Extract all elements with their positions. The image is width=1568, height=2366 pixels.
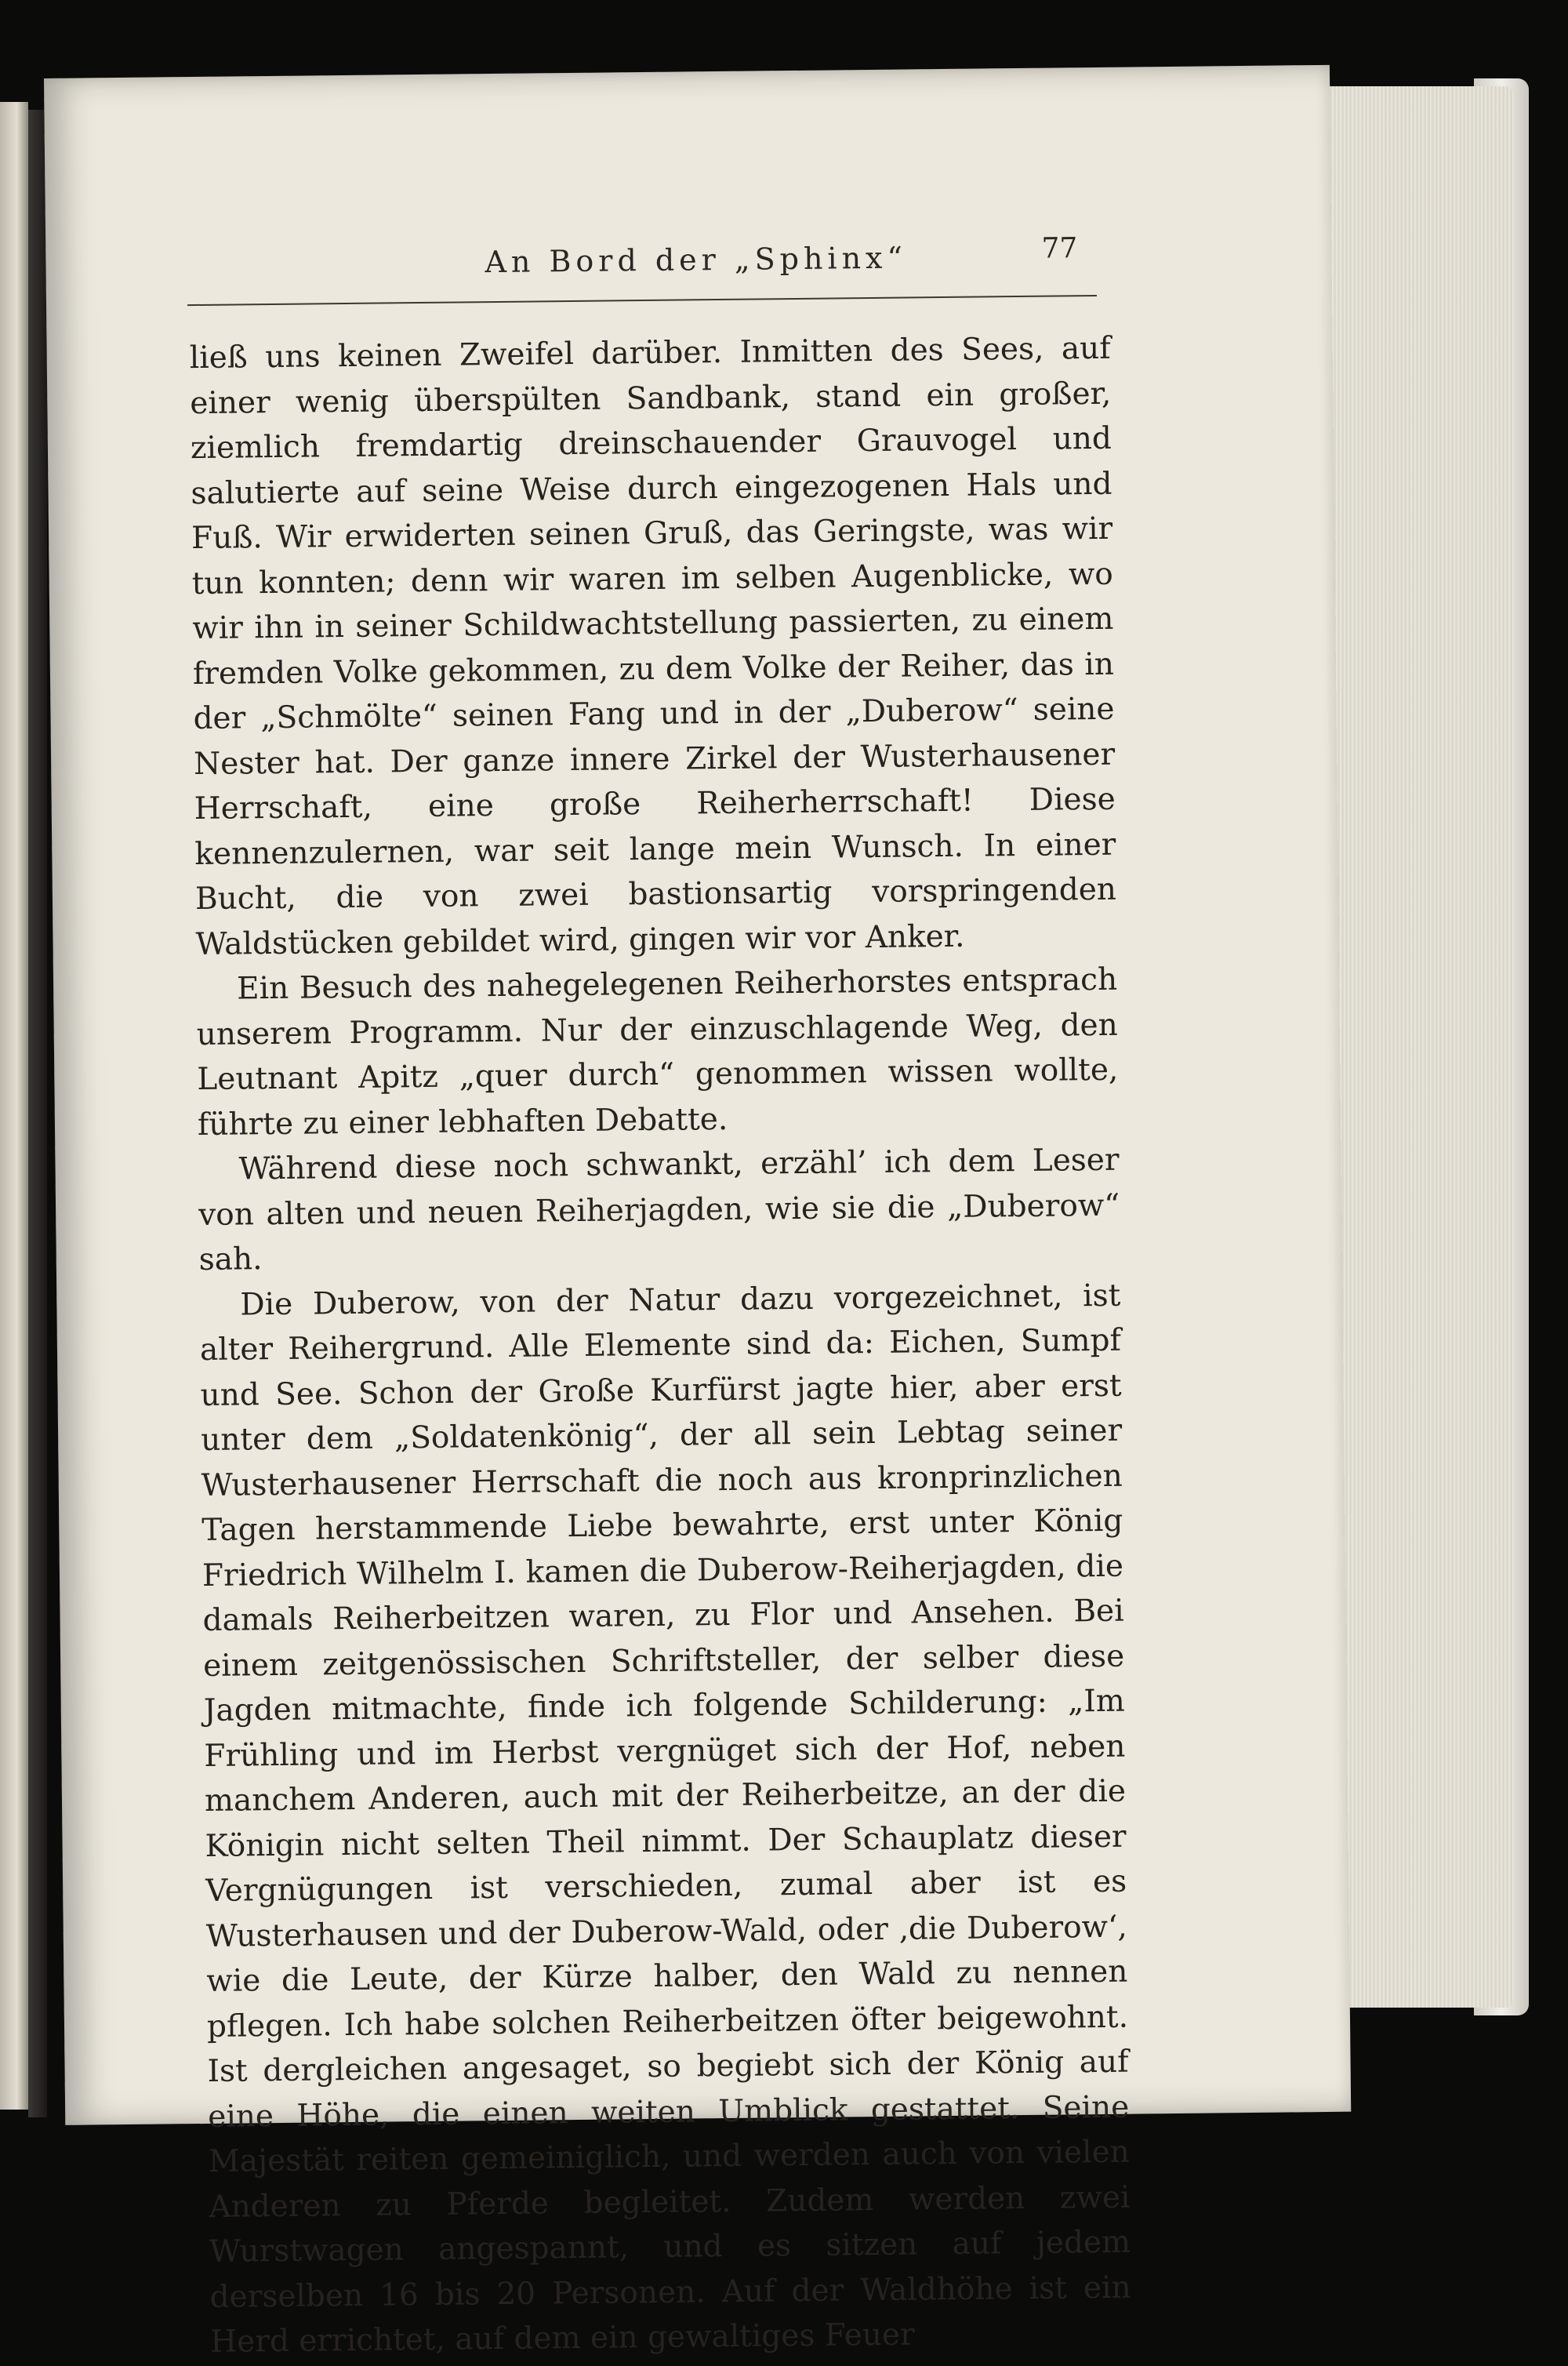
book-page xyxy=(44,65,1351,2360)
paragraph: Während diese noch schwankt, erzähl’ ich dem Leser von alten und neuen Reiherjagden, wie sie die „Duberow“ sah. xyxy=(198,1142,1120,1278)
page-header xyxy=(187,232,1097,296)
running-title: An Bord der „Sphinx“ xyxy=(485,240,908,280)
book-gutter xyxy=(28,110,47,2117)
page-number: 77 xyxy=(1041,232,1078,265)
body-text xyxy=(189,326,1131,2360)
paragraph: ließ uns keinen Zweifel darüber. Inmitten des Sees, auf einer wenig überspülten Sandbank, stand ein großer, ziemlich fremdartig dreinschauender Grauvogel und salutierte auf seine Weise durch eingezogenen Hals und Fuß. Wir erwiderten seinen Gruß, das Geringste, was wir tun konnten; denn wir waren im selben Augenblicke, wo wir ihn in seiner Schildwachtstellung passierten, zu einem fremden Volke gekommen, zu dem Volke der Reiher, das in der „Schmölte“ seinen Fang und in der „Duberow“ seine Nester hat. Der ganze innere Zirkel der Wusterhausener Herrschaft, eine große Reiherherrschaft! Diese kennenzulernen, war seit lange mein Wunsch. In einer Bucht, die von zwei bastionsartig vorspringenden Waldstücken gebildet wird, gingen wir vor Anker. xyxy=(189,330,1117,962)
header-rule xyxy=(187,295,1097,306)
paragraph: Die Duberow, von der Natur dazu vorgezeichnet, ist alter Reihergrund. Alle Elemente sind da: Eichen, Sumpf und See. Schon der Große Kurfürst jagte hier, aber erst unter dem „Soldatenkönig“, der all sein Lebtag seiner Wusterhausener Herrschaft die noch aus kronprinzlichen Tagen herstammende Liebe bewahrte, erst unter König Friedrich Wilhelm I. kamen die Duberow-Reiherjagden, die damals Reiherbeitzen waren, zu Flor und Ansehen. Bei einem zeitgenössischen Schriftsteller, der selber diese Jagden mitmachte, finde ich folgende Schilderung: „Im Frühling und im Herbst vergnüget sich der Hof, neben manchem Anderen, auch mit der Reiherbeitze, an der die Königin nicht selten Theil nimmt. Der Schauplatz dieser Vergnügungen ist verschieden, zumal aber ist es Wusterhausen und der Duberow-Wald, oder ‚die Duberow‘, wie die Leute, der Kürze halber, den Wald zu nennen pflegen. Ich habe solchen Reiherbeitzen öfter beigewohnt. Ist dergleichen angesaget, so begiebt sich der König auf eine Höhe, die einen weiten Umblick gestattet. Seine Majestät reiten gemeiniglich, und werden auch von vielen Anderen zu Pferde begleitet. Zudem werden zwei Wurstwagen angespannt, und es sitzen auf jedem derselben 16 bis 20 Personen. Auf der Waldhöhe ist ein Herd errichtet, auf dem ein gewaltiges Feuer xyxy=(199,1277,1131,2360)
paragraph: Ein Besuch des nahegelegenen Reiherhorstes entsprach unserem Programm. Nur der einzuschlagende Weg, den Leutnant Apitz „quer durch“ genommen wissen wollte, führte zu einer lebhaften Debatte. xyxy=(196,961,1119,1143)
facing-page-edge xyxy=(0,102,28,2110)
